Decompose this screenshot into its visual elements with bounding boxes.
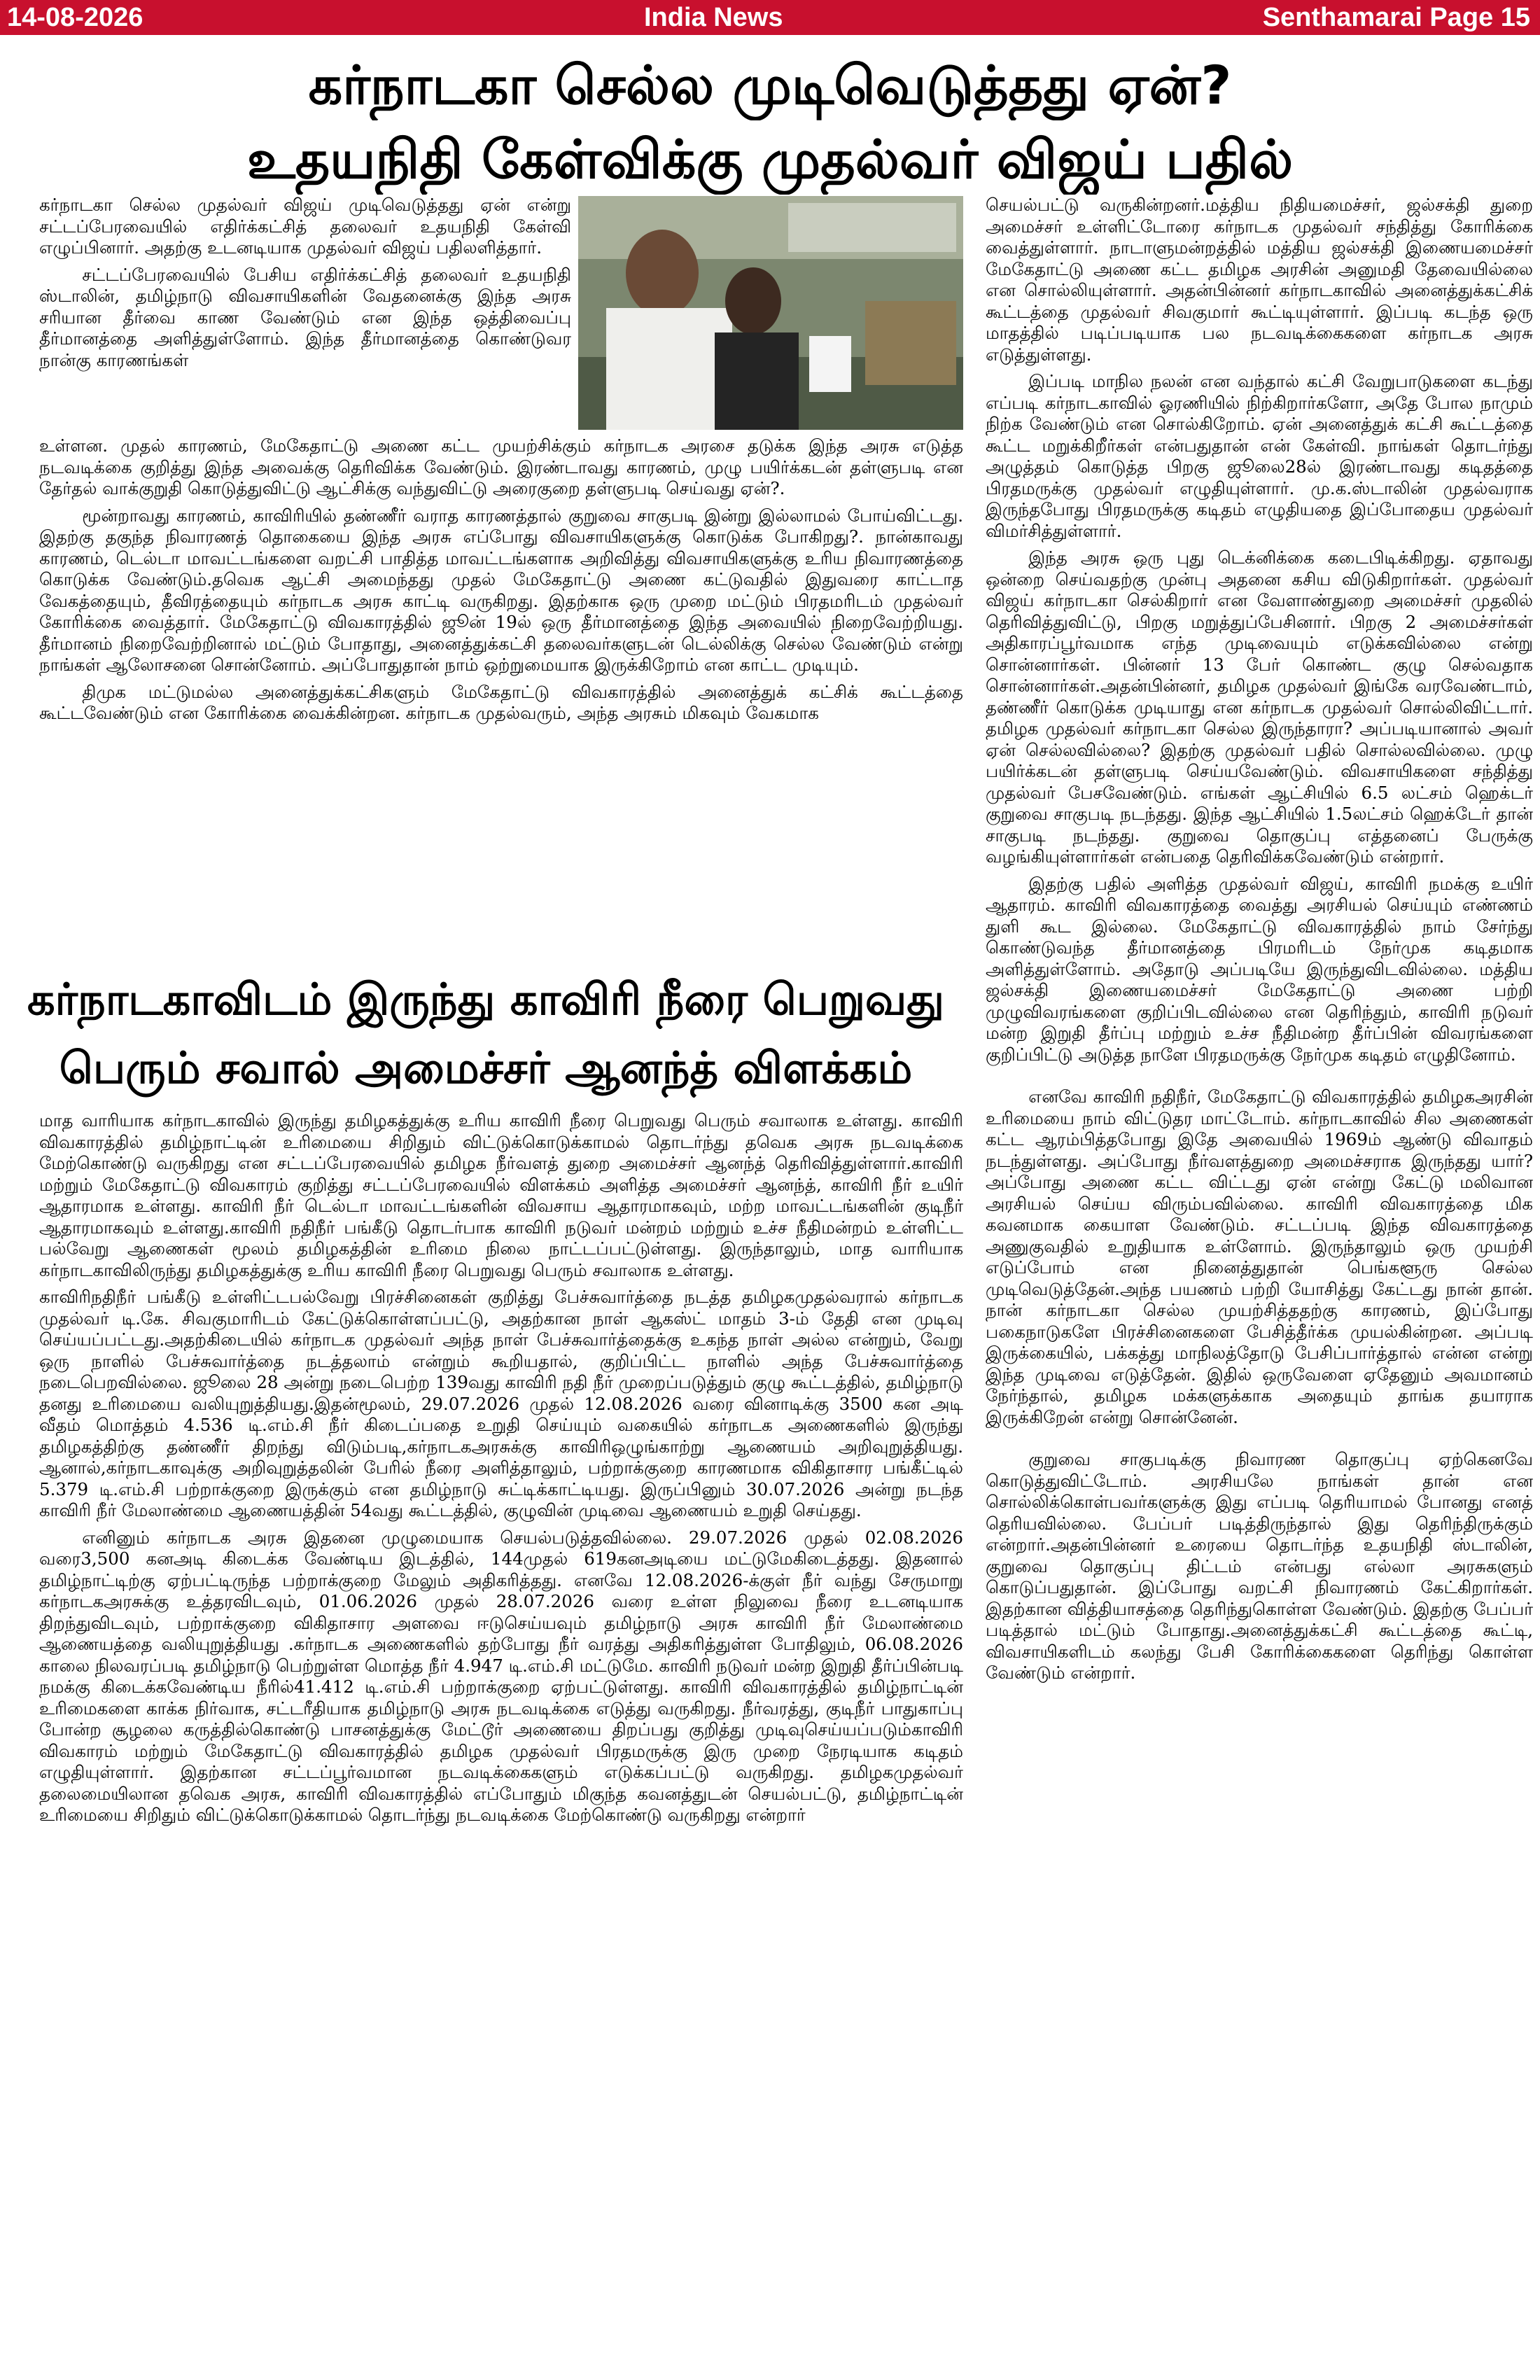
- article-left-top: [39, 195, 571, 433]
- main-headline-line-2: உதயநிதி கேள்விக்கு முதல்வர் விஜய் பதில்: [246, 128, 1294, 190]
- sub-headline-line-1: கர்நாடகாவிடம் இருந்து காவிரி நீரை பெறுவது: [27, 974, 944, 1025]
- paragraph: எனவே காவிரி நதிநீர், மேகேதாட்டு விவகாரத்தில் தமிழகஅரசின் உரிமையை நாம் விட்டுதர மாட்டோம். கர்நாடகாவில் சில அணைகள் கட்ட ஆரம்பித்தபோது இதே அவையில் 1969ம் ஆண்டு விவாதம் நடந்துள்ளது. அப்போது நீர்வளத்துறை அமைச்சராக இருந்தது யார்? அப்போது அணை கட்ட விட்டது ஏன் என்று கேட்டு மலிவான அரசியல் செய்ய விரும்பவில்லை. காவிரி விவகாரத்தை மிக கவனமாக கையாள வேண்டும். சட்டப்படி இந்த விவகாரத்தை அணுகுவதில் உறுதியாக உள்ளோம். இருந்தாலும் ஒரு முயற்சி எடுப்போம் என நினைத்துதான் பெங்களூரு செல்ல முடிவெடுத்தேன்.அந்த பயணம் பற்றி யோசித்து கேட்டது நான் தான். நான் கர்நாடகா செல்ல முயற்சித்ததற்கு காரணம், இப்போது பகைநாடுகளே பிரச்சினைகளை பேசித்தீர்க்க முயல்கின்றன. அப்படி இருக்கையில், பக்கத்து மாநிலத்தோடு பேசிப்பார்த்தால் என்ன என்று இந்த முடிவை எடுத்தேன். இதில் ஒருவேளை ஏதேனும் அவமானம் நேர்ந்தால், தமிழக மக்களுக்காக அதையும் தாங்க தயாராக இருக்கிறேன் என்று சொன்னேன்.: [986, 1086, 1533, 1427]
- paragraph: கர்நாடகா செல்ல முதல்வர் விஜய் முடிவெடுத்தது ஏன் என்று சட்டப்பேரவையில் எதிர்க்கட்சித் தலைவர் உதயநிதி கேள்வி எழுப்பினார். அதற்கு உடனடியாக முதல்வர் விஜய் பதிலளித்தார்.: [39, 195, 571, 258]
- paragraph: எனினும் கர்நாடக அரசு இதனை முழுமையாக செயல்படுத்தவில்லை. 29.07.2026 முதல் 02.08.2026 வரை3,500 கனஅடி கிடைக்க வேண்டிய இடத்தில், 144முதல் 619கனஅடியை மட்டுமேகிடைத்தது. இதனால் தமிழ்நாட்டிற்கு ஏற்பட்டிருந்த பற்றாக்குறை மேலும் அதிகரித்தது. எனவே 12.08.2026-க்குள் நீர் வந்து சேருமாறு கர்நாடகஅரசுக்கு உத்தரவிடவும், 01.06.2026 முதல் 28.07.2026 வரை உள்ள நிலுவை நீரை உடனடியாக திறந்துவிடவும், பற்றாக்குறை விகிதாசார அளவை ஈடுசெய்யவும் தமிழ்நாடு அரசு காவிரி நீர் மேலாண்மை ஆணையத்தை வலியுறுத்தியது .கர்நாடக அணைகளில் தற்போது நீர் வரத்து அதிகரித்துள்ள போதிலும், 06.08.2026 காலை நிலவரப்படி தமிழ்நாடு பெற்றுள்ள மொத்த நீர் 4.947 டி.எம்.சி மட்டுமே. காவிரி நடுவர் மன்ற இறுதி தீர்ப்பின்படி நமக்கு கிடைக்கவேண்டிய நீரில்41.412 டி.எம்.சி பற்றாக்குறை ஏற்பட்டுள்ளது. காவிரி விவகாரத்தில் தமிழ்நாட்டின் உரிமைகளை காக்க நிர்வாக, சட்டரீதியாக தமிழ்நாடு அரசு நடவடிக்கை எடுத்து வருகிறது. நீர்வரத்து, குடிநீர் பாதுகாப்பு போன்ற சூழலை கருத்தில்கொண்டு பாசனத்துக்கு மேட்டூர் அணையை திறப்பது குறித்து முடிவுசெய்யப்படும்காவிரி விவகாரம் மற்றும் மேகேதாட்டு விவகாரத்தில் தமிழக முதல்வர் பிரதமருக்கு இரு முறை நேரடியாக கடிதம் எழுதியுள்ளார். இதற்கான சட்டப்பூர்வமான நடவடிக்கைகளும் எடுக்கப்பட்டு வருகிறது. தமிழகமுதல்வர் தலைமையிலான தவெக அரசு, காவிரி விவகாரத்தில் எப்போதும் மிகுந்த கவனத்துடன் செயல்பட்டு, தமிழ்நாட்டின் உரிமையை சிறிதும் விட்டுக்கொடுக்காமல் தொடர்ந்து நடவடிக்கை மேற்கொண்டு வருகிறது என்றார்: [39, 1527, 963, 1825]
- paragraph: உள்ளன. முதல் காரணம், மேகேதாட்டு அணை கட்ட முயற்சிக்கும் கர்நாடக அரசை தடுக்க இந்த அரசு எடுத்த நடவடிக்கை குறித்து இந்த அவைக்கு தெரிவிக்க வேண்டும். இரண்டாவது காரணம், முழு பயிர்க்கடன் தள்ளுபடி என தேர்தல் வாக்குறுதி கொடுத்துவிட்டு ஆட்சிக்கு வந்துவிட்டு அரைகுறை தள்ளுபடி செய்வது ஏன்?.: [39, 435, 963, 498]
- paragraph: மூன்றாவது காரணம், காவிரியில் தண்ணீர் வராத காரணத்தால் குறுவை சாகுபடி இன்று இல்லாமல் போய்விட்டது. இதற்கு தகுந்த நிவாரணத் தொகையை இந்த அரசு எப்போது விவசாயிகளுக்கு கொடுக்க போகிறது?. நான்காவது காரணம், டெல்டா மாவட்டங்களை வறட்சி பாதித்த மாவட்டங்களாக அறிவித்து விவசாயிகளுக்கு உரிய நிவாரணத்தை கொடுக்க வேண்டும்.தவெக ஆட்சி அமைந்தது முதல் மேகேதாட்டு அணை கட்டுவதில் இதுவரை காட்டாத வேகத்தையும், தீவிரத்தையும் கர்நாடக அரசு காட்டி வருகிறது. இதற்காக ஒரு முறை மட்டும் பிரதமரிடம் முதல்வர் கோரிக்கை வைத்தார். மேகேதாட்டு விவகாரத்தில் ஜூன் 19ல் ஒரு தீர்மானத்தை இந்த அவையில் நிறைவேற்றியது. தீர்மானம் நிறைவேற்றினால் மட்டும் போதாது, அனைத்துக்கட்சி தலைவர்களுடன் டெல்லிக்கு செல்ல வேண்டும் என்று நாங்கள் ஆலோசனை சொன்னோம். அப்போதுதான் நாம் ஒற்றுமையாக இருக்கிறோம் என காட்ட முடியும்.: [39, 505, 963, 675]
- paragraph: குறுவை சாகுபடிக்கு நிவாரண தொகுப்பு ஏற்கெனவே கொடுத்துவிட்டோம். அரசியலே நாங்கள் தான் என சொல்லிக்கொள்பவர்களுக்கு இது எப்படி தெரியாமல் போனது எனத் தெரியவில்லை. பேப்பர் படித்திருந்தால் இது தெரிந்திருக்கும் என்றார்.அதன்பின்னர் உரையை தொடர்ந்த உதயநிதி ஸ்டாலின், குறுவை தொகுப்பு திட்டம் என்பது எல்லா அரசுகளும் கொடுப்பதுதான். இப்போது வறட்சி நிவாரணம் கேட்கிறார்கள். இதற்கான வித்தியாசத்தை தெரிந்துகொள்ள வேண்டும். இதற்கு பேப்பர் படித்தால் மட்டும் போதாது.அனைத்துக்கட்சி கூட்டத்தை கூட்டி, விவசாயிகளிடம் கலந்து பேசி கோரிக்கைகளை தெரிந்து கொள்ள வேண்டும் என்றார்.: [986, 1449, 1533, 1683]
- photo-illustration: [578, 196, 963, 430]
- assembly-speaker-photo: [578, 196, 963, 430]
- paragraph: இந்த அரசு ஒரு புது டெக்னிக்கை கடைபிடிக்கிறது. ஏதாவது ஒன்றை செய்வதற்கு முன்பு அதனை கசிய விடுகிறார்கள். முதல்வர் விஜய் கர்நாடகா செல்கிறார் என வேளாண்துறை அமைச்சர் முதலில் தெரிவித்துவிட்டு, பிறகு மறுத்துப்பேசினார். பிறகு 2 அமைச்சர்கள் அதிகாரப்பூர்வமாக எந்த முடிவையும் எடுக்கவில்லை என்று சொன்னார்கள். பின்னர் 13 பேர் கொண்ட குழு செல்வதாக சொன்னார்கள்.அதன்பின்னர், தமிழக முதல்வர் இங்கே வரவேண்டாம், தண்ணீர் கொடுக்க முடியாது என கர்நாடக முதல்வர் சொல்லிவிட்டார். தமிழக முதல்வர் கர்நாடகா செல்ல இருந்தாரா? அப்படியானால் அவர் ஏன் செல்லவில்லை? இதற்கு முதல்வர் பதில் சொல்லவில்லை. முழு பயிர்க்கடன் தள்ளுபடி செய்யவேண்டும். விவசாயிகளை சந்தித்து முதல்வர் பேசவேண்டும். எங்கள் ஆட்சியில் 6.5 லட்சம் ஹெக்டர் குறுவை சாகுபடி நடந்தது. இந்த ஆட்சியில் 1.5லட்சம் ஹெக்டேர் தான் சாகுபடி நடந்தது. குறுவை தொகுப்பு எத்தனைப் பேருக்கு வழங்கியுள்ளார்கள் என்பதை தெரிவிக்கவேண்டும் என்றார்.: [986, 547, 1533, 867]
- page-label: Senthamarai Page 15: [1262, 3, 1530, 32]
- issue-date: 14-08-2026: [7, 3, 144, 32]
- article-left-bottom: [39, 1110, 963, 2370]
- article-right-column: [986, 195, 1533, 2372]
- paragraph: காவிரிநதிநீர் பங்கீடு உள்ளிட்டபல்வேறு பிரச்சினைகள் குறித்து பேச்சுவார்த்தை நடத்த தமிழகமுதல்வரால் கர்நாடக முதல்வர் டி.கே. சிவகுமாரிடம் கேட்டுக்கொள்ளப்பட்டு, அதற்கான நாள் ஆகஸ்ட் மாதம் 3-ம் தேதி என முடிவு செய்யப்பட்டது.அதற்கிடையில் கர்நாடக முதல்வர் அந்த நாள் பேச்சுவார்த்தைக்கு உகந்த நாள் அல்ல என்றும், வேறு ஒரு நாளில் பேச்சுவார்த்தை நடத்தலாம் என்றும் கூறியதால், குறிப்பிட்ட நாளில் அந்த பேச்சுவார்த்தை நடைபெறவில்லை. ஜூலை 28 அன்று நடைபெற்ற 139வது காவிரி நதி நீர் முறைப்படுத்தும் குழு கூட்டத்தில், தமிழ்நாடு தனது உரிமையை வலியுறுத்தியது.இதன்மூலம், 29.07.2026 முதல் 12.08.2026 வரை வினாடிக்கு 3500 கன அடி வீதம் மொத்தம் 4.536 டி.எம்.சி நீர் கிடைப்பதை உறுதி செய்யும் வகையில் கர்நாடக அணைகளில் இருந்து தமிழகத்திற்கு தண்ணீர் திறந்து விடும்படி,கர்நாடகஅரசுக்கு காவிரிஒழுங்காற்று ஆணையம் அறிவுறுத்தியது. ஆனால்,கர்நாடகாவுக்கு அறிவுறுத்தலின் பேரில் நீரை அளித்தாலும், பற்றாக்குறை காரணமாக விகிதாசார பங்கீட்டில் 5.379 டி.எம்.சி பற்றாக்குறை இருக்கும் என தமிழ்நாடு சுட்டிக்காட்டியது. இருப்பினும் 30.07.2026 அன்று நடந்த காவிரி நீர் மேலாண்மை ஆணையத்தின் 54வது கூட்டத்தில், குழுவின் முடிவை ஆணையம் உறுதி செய்தது.: [39, 1287, 963, 1520]
- paragraph: இதற்கு பதில் அளித்த முதல்வர் விஜய், காவிரி நமக்கு உயிர் ஆதாரம். காவிரி விவகாரத்தை வைத்து அரசியல் செய்யும் எண்ணம் துளி கூட இல்லை. மேகேதாட்டு விவகாரத்தில் நாம் சேர்ந்து கொண்டுவந்த தீர்மானத்தை பிரமரிடம் நேர்முக கடிதமாக அளித்துள்ளோம். அதோடு அப்படியே இருந்துவிடவில்லை. மத்திய ஜல்சக்தி இணையமைச்சர் மேகேதாட்டு அணை பற்றி முழுவிவரங்களை குறிப்பிடவில்லை என தெரிந்தும், காவிரி நடுவர் மன்ற இறுதி தீர்ப்பு மற்றும் உச்ச நீதிமன்ற தீர்ப்பின் விவரங்களை குறிப்பிட்டு அடுத்த நாளே பிரதமருக்கு நேர்முக கடிதம் எழுதினோம்.: [986, 873, 1533, 1065]
- newspaper-name: India News: [644, 3, 783, 32]
- main-headline-line-1: கர்நாடகா செல்ல முடிவெடுத்தது ஏன்?: [308, 54, 1232, 116]
- paragraph: இப்படி மாநில நலன் என வந்தால் கட்சி வேறுபாடுகளை கடந்து எப்படி கர்நாடகாவில் ஓரணியில் நிற்கிறார்களோ, அதே போல நாமும் நிற்க வேண்டும் என சொல்கிறோம். ஏன் அனைத்துக் கட்சி கூட்டத்தை கூட்ட மறுக்கிறீர்கள் என்பதுதான் என் கேள்வி. நாங்கள் தொடர்ந்து அழுத்தம் கொடுத்த பிறகு ஜூலை28ல் இரண்டாவது கடிதத்தை பிரதமருக்கு முதல்வர் எழுதியுள்ளார். மு.க.ஸ்டாலின் முதல்வராக இருந்தபோது பிரதமருக்கு கடிதம் எழுதியதை இப்போதைய முதல்வர் விமர்சித்துள்ளார்.: [986, 371, 1533, 541]
- paragraph: செயல்பட்டு வருகின்றனர்.மத்திய நிதியமைச்சர், ஜல்சக்தி துறை அமைச்சர் உள்ளிட்டோரை கர்நாடக முதல்வர் சந்தித்து கோரிக்கை வைத்துள்ளார். நாடாளுமன்றத்தில் மத்திய ஜல்சக்தி இணையமைச்சர் மேகேதாட்டு அணை கட்ட தமிழக அரசின் அனுமதி தேவையில்லை என சொல்லியுள்ளார். அதன்பின்னர் கர்நாடகாவில் அனைத்துக்கட்சிக் கூட்டத்தை முதல்வர் சிவகுமார் கூட்டியுள்ளார். இப்படி கடந்த ஒரு மாதத்தில் படிப்படியாக பல நடவடிக்கைகளை கர்நாடக அரசு எடுத்துள்ளது.: [986, 195, 1533, 365]
- paragraph: மாத வாரியாக கர்நாடகாவில் இருந்து தமிழகத்துக்கு உரிய காவிரி நீரை பெறுவது பெரும் சவாலாக உள்ளது. காவிரி விவகாரத்தில் தமிழ்நாட்டின் உரிமையை சிறிதும் விட்டுக்கொடுக்காமல் தொடர்ந்து தவெக அரசு நடவடிக்கை மேற்கொண்டு வருகிறது என சட்டப்பேரவையில் தமிழக நீர்வளத் துறை அமைச்சர் ஆனந்த் தெரிவித்துள்ளார்.காவிரி மற்றும் மேகேதாட்டு விவகாரம் குறித்து சட்டப்பேரவையில் விளக்கம் அளித்த அமைச்சர் ஆனந்த், காவிரி நீர் உயிர் ஆதாரமாக உள்ளது. காவிரி நீர் டெல்டா மாவட்டங்களின் விவசாய ஆதாரமாகவும், மற்ற மாவட்டங்களின் குடிநீர் ஆதாரமாகவும் உள்ளது.காவிரி நதிநீர் பங்கீடு தொடர்பாக காவிரி நடுவர் மன்றம் மற்றும் உச்ச நீதிமன்றம் உள்ளிட்ட பல்வேறு ஆணைகள் மூலம் தமிழகத்தின் உரிமை நிலை நாட்டப்பட்டுள்ளது. இருந்தாலும், மாத வாரியாக கர்நாடகாவிலிருந்து தமிழகத்துக்கு உரிய காவிரி நீரை பெறுவது பெரும் சவாலாக உள்ளது.: [39, 1110, 963, 1280]
- article-left-middle: [39, 435, 963, 967]
- sub-headline-line-2: பெரும் சவால் அமைச்சர் ஆனந்த் விளக்கம்: [59, 1042, 913, 1093]
- paragraph: சட்டப்பேரவையில் பேசிய எதிர்க்கட்சித் தலைவர் உதயநிதி ஸ்டாலின், தமிழ்நாடு விவசாயிகளின் வேதனைக்கு இந்த அரசு சரியான தீர்வை காண வேண்டும் என இந்த ஒத்திவைப்பு தீர்மானத்தை அளித்துள்ளோம். இந்த தீர்மானத்தை கொண்டுவர நான்கு காரணங்கள்: [39, 264, 571, 370]
- paragraph: திமுக மட்டுமல்ல அனைத்துக்கட்சிகளும் மேகேதாட்டு விவகாரத்தில் அனைத்துக் கட்சிக் கூட்டத்தை கூட்டவேண்டும் என கோரிக்கை வைக்கின்றன. கர்நாடக முதல்வரும், அந்த அரசும் மிகவும் வேகமாக: [39, 681, 963, 723]
